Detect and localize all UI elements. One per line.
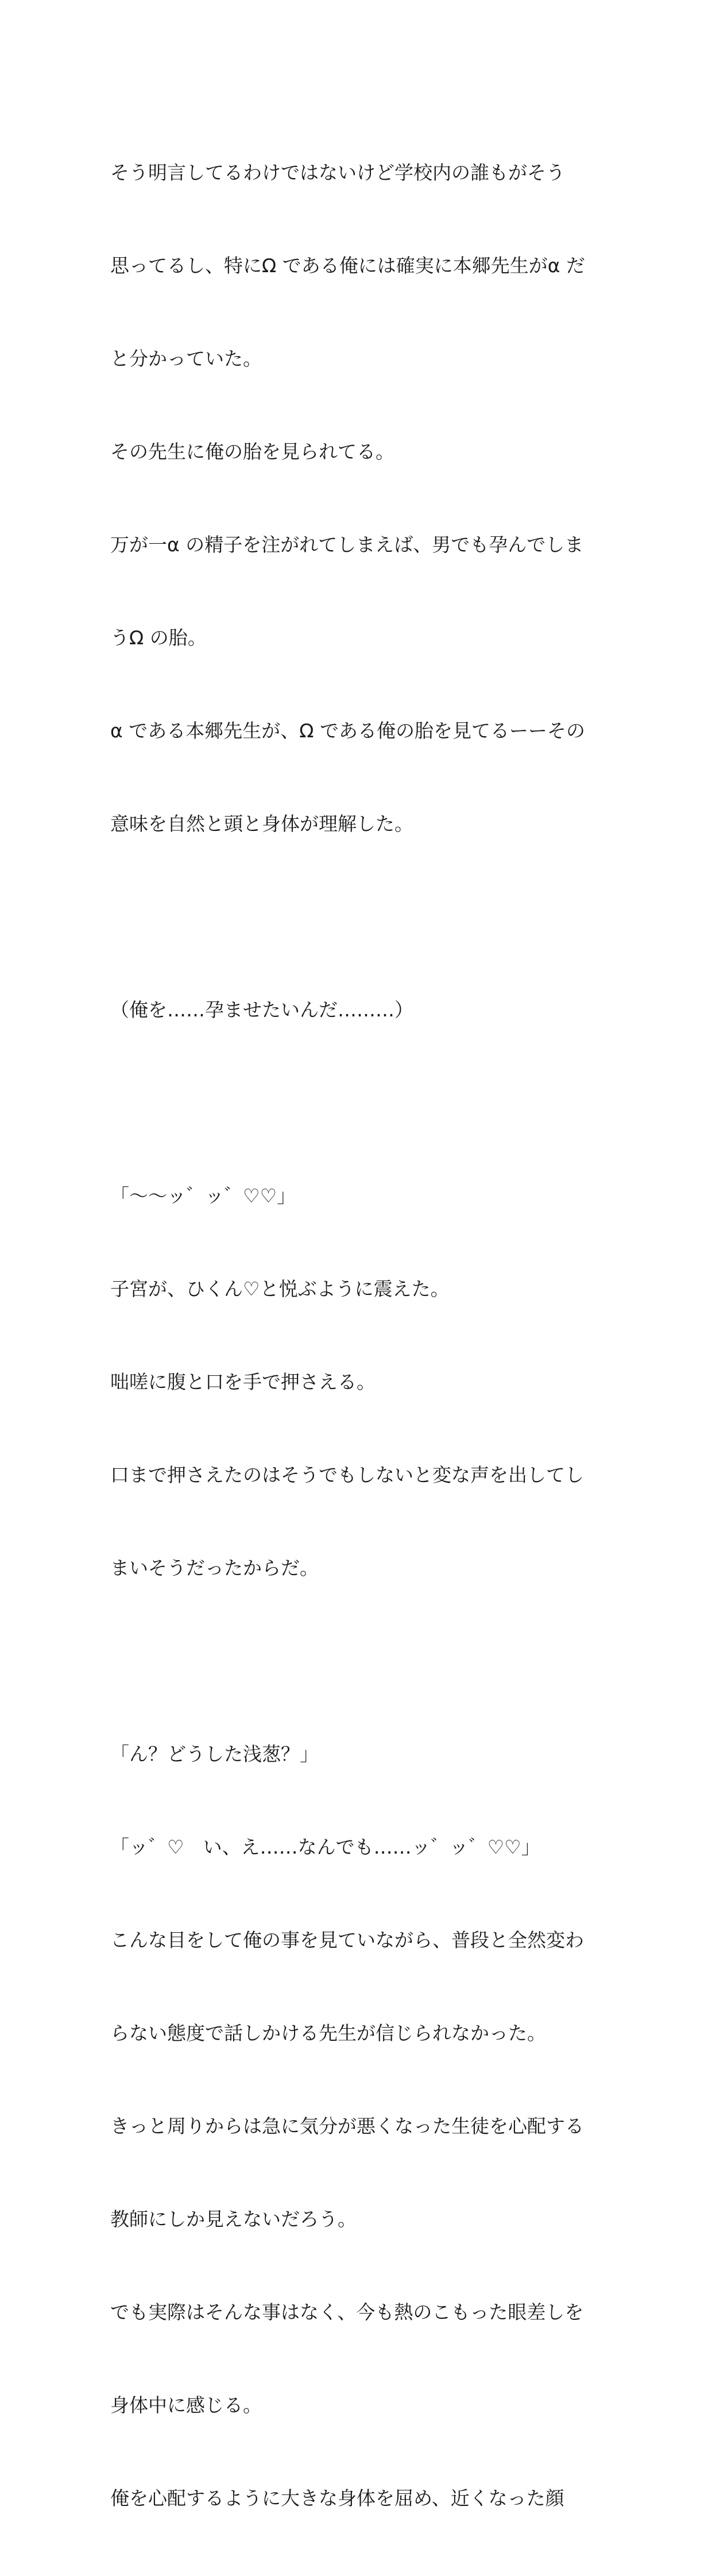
text-line: 「ッ゛♡ い、え……なんでも……ッ゛ッ゛♡♡」 (110, 1836, 540, 1858)
body-text (110, 95, 616, 2576)
text-line: 万が一α の精子を注がれてしまえば、男でも孕んでしま (110, 533, 584, 556)
text-line: まいそうだったからだ。 (110, 1557, 319, 1579)
blank-line (110, 1088, 616, 1119)
text-line: うΩ の胎。 (110, 626, 207, 649)
text-line: 「〜〜ッ゛ッ゛♡♡」 (110, 1185, 296, 1207)
text-line: （俺を……孕ませたいんだ………） (110, 999, 413, 1021)
text-line: と分かっていた。 (110, 347, 262, 370)
text-line: α である本郷先生が、Ω である俺の胎を見てるーーその (110, 720, 585, 742)
text-line: 教師にしか見えないだろう。 (110, 2208, 357, 2230)
text-line: きっと周りからは急に気分が悪くなった生徒を心配する (110, 2115, 584, 2137)
blank-line (110, 1646, 616, 1677)
text-line: 俺を心配するように大きな身体を屈め、近くなった顔 (110, 2487, 564, 2509)
text-line: 子宮が、ひくん♡と悦ぶように震えた。 (110, 1278, 450, 1300)
text-line: こんな目をして俺の事を見ていながら、普段と全然変わ (110, 1929, 584, 1951)
text-line: 咄嗟に腹と口を手で押さえる。 (110, 1371, 376, 1393)
text-line: でも実際はそんな事はなく、今も熱のこもった眼差しを (110, 2301, 584, 2323)
text-line: 身体中に感じる。 (110, 2394, 262, 2416)
text-line: らない態度で話しかける先生が信じられなかった。 (110, 2022, 546, 2044)
text-line: そう明言してるわけではないけど学校内の誰もがそう (110, 161, 565, 184)
text-line: その先生に俺の胎を見られてる。 (110, 440, 394, 463)
text-line: 思ってるし、特にΩ である俺には確実に本郷先生がα だ (110, 254, 585, 277)
blank-line (110, 902, 616, 933)
text-line: 意味を自然と頭と身体が理解した。 (110, 813, 413, 835)
text-line: 口まで押さえたのはそうでもしないと変な声を出してし (110, 1464, 584, 1486)
text-line: 「ん？どうした浅葱？」 (110, 1743, 319, 1765)
